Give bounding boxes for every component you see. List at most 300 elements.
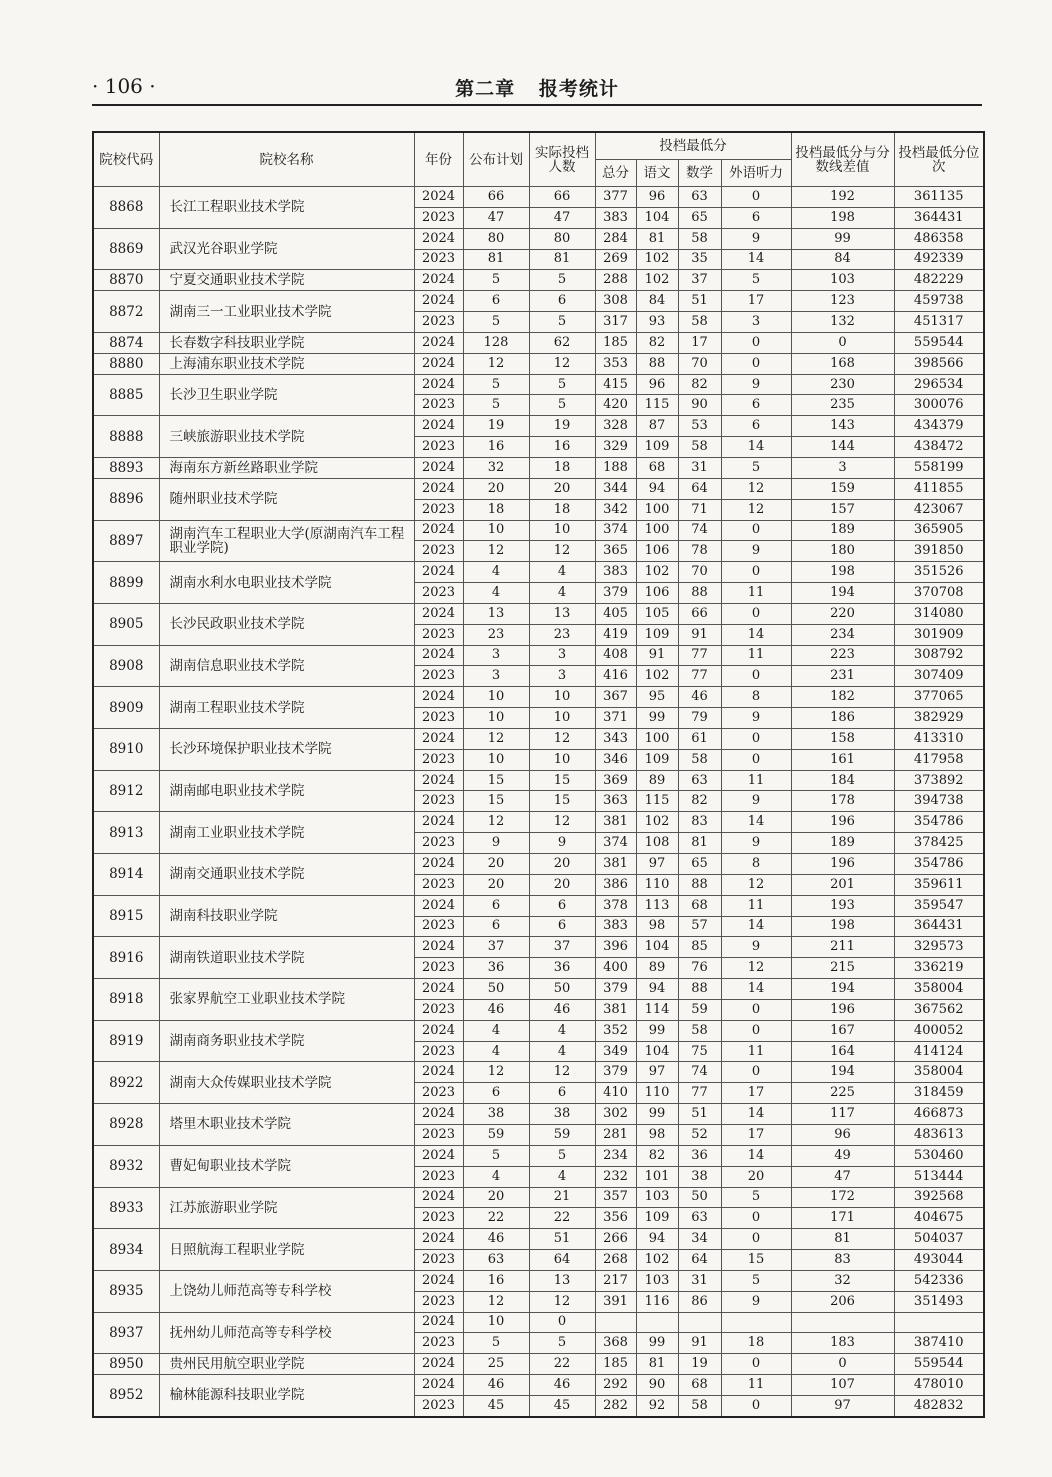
cell-actual: 5 xyxy=(529,312,595,333)
cell-actual: 6 xyxy=(529,291,595,312)
cell-total: 381 xyxy=(595,999,636,1020)
cell-actual: 37 xyxy=(529,937,595,958)
cell-listening: 9 xyxy=(721,937,791,958)
cell-actual: 12 xyxy=(529,541,595,562)
cell-rank: 391850 xyxy=(894,541,984,562)
cell-listening: 11 xyxy=(721,1041,791,1062)
cell-math: 83 xyxy=(678,812,721,833)
header-name: 院校名称 xyxy=(159,132,414,187)
cell-diff: 198 xyxy=(791,207,894,228)
school-name: 湖南大众传媒职业技术学院 xyxy=(159,1062,414,1104)
school-code: 8952 xyxy=(93,1375,159,1417)
cell-listening: 14 xyxy=(721,624,791,645)
cell-total: 342 xyxy=(595,499,636,520)
cell-plan: 22 xyxy=(463,1208,529,1229)
chapter-title xyxy=(92,74,982,101)
cell-listening: 12 xyxy=(721,874,791,895)
table-row xyxy=(93,812,984,833)
header-listening: 外语听力 xyxy=(721,160,791,187)
school-code: 8935 xyxy=(93,1270,159,1312)
cell-diff: 230 xyxy=(791,374,894,395)
cell-total: 284 xyxy=(595,228,636,249)
cell-chinese: 94 xyxy=(636,979,678,1000)
cell-listening: 9 xyxy=(721,833,791,854)
cell-plan: 80 xyxy=(463,228,529,249)
cell-math: 82 xyxy=(678,791,721,812)
school-code: 8870 xyxy=(93,270,159,291)
cell-year: 2023 xyxy=(414,1395,463,1416)
cell-rank: 414124 xyxy=(894,1041,984,1062)
cell-chinese: 113 xyxy=(636,895,678,916)
cell-actual: 5 xyxy=(529,1333,595,1354)
cell-chinese: 82 xyxy=(636,332,678,353)
cell-chinese: 87 xyxy=(636,416,678,437)
cell-chinese: 97 xyxy=(636,854,678,875)
school-name: 塔里木职业技术学院 xyxy=(159,1104,414,1146)
cell-diff: 194 xyxy=(791,979,894,1000)
cell-chinese: 102 xyxy=(636,562,678,583)
school-name: 湖南水利水电职业技术学院 xyxy=(159,562,414,604)
cell-diff: 183 xyxy=(791,1333,894,1354)
cell-chinese: 81 xyxy=(636,1354,678,1375)
cell-total: 371 xyxy=(595,708,636,729)
cell-diff: 215 xyxy=(791,958,894,979)
cell-listening: 0 xyxy=(721,332,791,353)
cell-listening: 14 xyxy=(721,979,791,1000)
cell-actual: 21 xyxy=(529,1187,595,1208)
cell-math: 51 xyxy=(678,291,721,312)
cell-year: 2023 xyxy=(414,874,463,895)
cell-listening: 0 xyxy=(721,1395,791,1416)
cell-actual: 6 xyxy=(529,1083,595,1104)
cell-year: 2024 xyxy=(414,937,463,958)
cell-total: 383 xyxy=(595,207,636,228)
cell-plan: 5 xyxy=(463,395,529,416)
cell-chinese: 81 xyxy=(636,228,678,249)
cell-listening: 8 xyxy=(721,687,791,708)
cell-diff: 103 xyxy=(791,270,894,291)
header-code: 院校代码 xyxy=(93,132,159,187)
cell-chinese: 115 xyxy=(636,395,678,416)
cell-math: 17 xyxy=(678,332,721,353)
cell-year: 2024 xyxy=(414,687,463,708)
school-code: 8896 xyxy=(93,478,159,520)
cell-listening xyxy=(721,1312,791,1333)
cell-plan: 20 xyxy=(463,478,529,499)
header-chinese: 语文 xyxy=(636,160,678,187)
school-code: 8932 xyxy=(93,1145,159,1187)
cell-rank: 370708 xyxy=(894,583,984,604)
school-name: 湖南汽车工程职业大学(原湖南汽车工程职业学院) xyxy=(159,520,414,562)
cell-rank: 378425 xyxy=(894,833,984,854)
cell-diff: 168 xyxy=(791,353,894,374)
cell-rank: 558199 xyxy=(894,457,984,478)
cell-year: 2024 xyxy=(414,520,463,541)
cell-rank: 318459 xyxy=(894,1083,984,1104)
cell-actual: 18 xyxy=(529,457,595,478)
cell-rank: 336219 xyxy=(894,958,984,979)
cell-chinese: 89 xyxy=(636,770,678,791)
cell-listening: 11 xyxy=(721,1375,791,1396)
cell-math: 90 xyxy=(678,395,721,416)
cell-year: 2024 xyxy=(414,603,463,624)
cell-chinese: 99 xyxy=(636,1104,678,1125)
cell-chinese: 102 xyxy=(636,270,678,291)
cell-total: 391 xyxy=(595,1291,636,1312)
cell-actual: 51 xyxy=(529,1229,595,1250)
school-code: 8928 xyxy=(93,1104,159,1146)
cell-year: 2023 xyxy=(414,1166,463,1187)
cell-listening: 8 xyxy=(721,854,791,875)
cell-math: 64 xyxy=(678,1250,721,1271)
cell-actual: 12 xyxy=(529,728,595,749)
cell-plan: 5 xyxy=(463,312,529,333)
cell-year: 2024 xyxy=(414,854,463,875)
cell-year: 2023 xyxy=(414,499,463,520)
cell-rank: 365905 xyxy=(894,520,984,541)
cell-year: 2024 xyxy=(414,1375,463,1396)
cell-actual: 13 xyxy=(529,1270,595,1291)
table-row xyxy=(93,1062,984,1083)
cell-chinese: 103 xyxy=(636,1187,678,1208)
cell-actual: 5 xyxy=(529,395,595,416)
cell-actual: 4 xyxy=(529,1166,595,1187)
cell-math: 68 xyxy=(678,1375,721,1396)
cell-year: 2024 xyxy=(414,728,463,749)
cell-diff: 189 xyxy=(791,833,894,854)
cell-actual: 10 xyxy=(529,749,595,770)
cell-listening: 5 xyxy=(721,1187,791,1208)
cell-diff: 178 xyxy=(791,791,894,812)
cell-plan: 47 xyxy=(463,207,529,228)
cell-chinese: 116 xyxy=(636,1291,678,1312)
cell-year: 2023 xyxy=(414,708,463,729)
cell-plan: 20 xyxy=(463,874,529,895)
cell-actual: 12 xyxy=(529,353,595,374)
school-code: 8910 xyxy=(93,728,159,770)
cell-actual: 80 xyxy=(529,228,595,249)
cell-total: 317 xyxy=(595,312,636,333)
cell-chinese: 89 xyxy=(636,958,678,979)
cell-rank: 359611 xyxy=(894,874,984,895)
cell-chinese: 102 xyxy=(636,666,678,687)
cell-math: 51 xyxy=(678,1104,721,1125)
school-name: 长沙环境保护职业技术学院 xyxy=(159,728,414,770)
cell-total: 363 xyxy=(595,791,636,812)
cell-rank xyxy=(894,1312,984,1333)
cell-listening: 20 xyxy=(721,1166,791,1187)
cell-rank: 493044 xyxy=(894,1250,984,1271)
cell-listening: 9 xyxy=(721,374,791,395)
cell-listening: 5 xyxy=(721,1270,791,1291)
cell-plan: 10 xyxy=(463,1312,529,1333)
school-name: 随州职业技术学院 xyxy=(159,478,414,520)
cell-total: 234 xyxy=(595,1145,636,1166)
cell-actual: 16 xyxy=(529,437,595,458)
cell-diff: 193 xyxy=(791,895,894,916)
cell-plan: 6 xyxy=(463,895,529,916)
cell-math: 63 xyxy=(678,1208,721,1229)
cell-total: 329 xyxy=(595,437,636,458)
table-header xyxy=(93,132,984,187)
cell-actual: 18 xyxy=(529,499,595,520)
cell-diff: 49 xyxy=(791,1145,894,1166)
cell-total: 328 xyxy=(595,416,636,437)
cell-diff: 235 xyxy=(791,395,894,416)
cell-rank: 398566 xyxy=(894,353,984,374)
cell-math: 31 xyxy=(678,457,721,478)
cell-plan: 10 xyxy=(463,749,529,770)
cell-rank: 513444 xyxy=(894,1166,984,1187)
cell-year: 2024 xyxy=(414,562,463,583)
cell-year: 2024 xyxy=(414,416,463,437)
cell-diff: 223 xyxy=(791,645,894,666)
cell-total: 416 xyxy=(595,666,636,687)
cell-math: 50 xyxy=(678,1187,721,1208)
school-code: 8869 xyxy=(93,228,159,270)
cell-plan: 5 xyxy=(463,374,529,395)
cell-actual: 64 xyxy=(529,1250,595,1271)
cell-chinese: 114 xyxy=(636,999,678,1020)
school-name: 海南东方新丝路职业学院 xyxy=(159,457,414,478)
cell-year: 2023 xyxy=(414,916,463,937)
cell-chinese: 104 xyxy=(636,1041,678,1062)
cell-diff: 99 xyxy=(791,228,894,249)
cell-math: 58 xyxy=(678,228,721,249)
cell-plan: 3 xyxy=(463,666,529,687)
cell-diff: 192 xyxy=(791,187,894,208)
cell-listening: 9 xyxy=(721,541,791,562)
cell-plan: 10 xyxy=(463,708,529,729)
cell-year: 2024 xyxy=(414,1354,463,1375)
cell-actual: 19 xyxy=(529,416,595,437)
cell-math: 75 xyxy=(678,1041,721,1062)
school-code: 8916 xyxy=(93,937,159,979)
cell-diff: 96 xyxy=(791,1124,894,1145)
cell-year: 2024 xyxy=(414,1187,463,1208)
cell-rank: 364431 xyxy=(894,916,984,937)
cell-chinese: 106 xyxy=(636,541,678,562)
cell-rank: 423067 xyxy=(894,499,984,520)
school-code: 8874 xyxy=(93,332,159,353)
cell-listening: 14 xyxy=(721,437,791,458)
cell-math: 88 xyxy=(678,874,721,895)
table-row xyxy=(93,1145,984,1166)
cell-diff: 143 xyxy=(791,416,894,437)
cell-total: 292 xyxy=(595,1375,636,1396)
cell-diff: 172 xyxy=(791,1187,894,1208)
cell-math: 59 xyxy=(678,999,721,1020)
school-name: 湖南科技职业学院 xyxy=(159,895,414,937)
cell-chinese: 88 xyxy=(636,353,678,374)
cell-year: 2024 xyxy=(414,374,463,395)
cell-plan: 12 xyxy=(463,353,529,374)
cell-rank: 530460 xyxy=(894,1145,984,1166)
cell-plan: 10 xyxy=(463,520,529,541)
school-name: 湖南商务职业技术学院 xyxy=(159,1020,414,1062)
cell-year: 2023 xyxy=(414,749,463,770)
cell-diff: 83 xyxy=(791,1250,894,1271)
cell-listening: 0 xyxy=(721,1229,791,1250)
cell-math: 88 xyxy=(678,583,721,604)
cell-listening: 12 xyxy=(721,958,791,979)
cell-rank: 559544 xyxy=(894,1354,984,1375)
cell-chinese: 105 xyxy=(636,603,678,624)
cell-listening: 14 xyxy=(721,249,791,270)
section-label: 报考统计 xyxy=(538,78,619,100)
cell-total: 368 xyxy=(595,1333,636,1354)
cell-total: 185 xyxy=(595,332,636,353)
cell-plan: 4 xyxy=(463,1166,529,1187)
cell-rank: 482229 xyxy=(894,270,984,291)
cell-listening: 17 xyxy=(721,291,791,312)
cell-year: 2024 xyxy=(414,332,463,353)
school-name: 宁夏交通职业技术学院 xyxy=(159,270,414,291)
cell-chinese: 94 xyxy=(636,478,678,499)
header-diff: 投档最低分与分数线差值 xyxy=(791,132,894,187)
cell-listening: 11 xyxy=(721,770,791,791)
cell-chinese: 99 xyxy=(636,708,678,729)
cell-rank: 301909 xyxy=(894,624,984,645)
cell-plan: 6 xyxy=(463,1083,529,1104)
school-code: 8950 xyxy=(93,1354,159,1375)
cell-actual: 4 xyxy=(529,562,595,583)
cell-listening: 6 xyxy=(721,207,791,228)
cell-math: 91 xyxy=(678,1333,721,1354)
school-name: 湖南交通职业技术学院 xyxy=(159,854,414,896)
school-code: 8893 xyxy=(93,457,159,478)
cell-diff: 201 xyxy=(791,874,894,895)
cell-plan: 4 xyxy=(463,1041,529,1062)
cell-actual: 12 xyxy=(529,1062,595,1083)
cell-diff: 225 xyxy=(791,1083,894,1104)
cell-total: 349 xyxy=(595,1041,636,1062)
cell-year: 2023 xyxy=(414,958,463,979)
cell-diff: 171 xyxy=(791,1208,894,1229)
cell-total: 346 xyxy=(595,749,636,770)
cell-listening: 6 xyxy=(721,416,791,437)
school-code: 8915 xyxy=(93,895,159,937)
cell-actual: 4 xyxy=(529,583,595,604)
cell-plan: 36 xyxy=(463,958,529,979)
cell-chinese: 104 xyxy=(636,207,678,228)
cell-plan: 59 xyxy=(463,1124,529,1145)
cell-total: 367 xyxy=(595,687,636,708)
cell-diff: 196 xyxy=(791,812,894,833)
table-row xyxy=(93,1375,984,1396)
cell-math: 66 xyxy=(678,603,721,624)
cell-total: 415 xyxy=(595,374,636,395)
cell-diff: 107 xyxy=(791,1375,894,1396)
cell-year: 2023 xyxy=(414,833,463,854)
cell-rank: 466873 xyxy=(894,1104,984,1125)
cell-chinese: 115 xyxy=(636,791,678,812)
cell-rank: 404675 xyxy=(894,1208,984,1229)
cell-math: 77 xyxy=(678,1083,721,1104)
cell-year: 2023 xyxy=(414,583,463,604)
table-row xyxy=(93,937,984,958)
cell-year: 2023 xyxy=(414,1291,463,1312)
school-code: 8933 xyxy=(93,1187,159,1229)
cell-diff: 231 xyxy=(791,666,894,687)
table-row xyxy=(93,228,984,249)
cell-chinese: 109 xyxy=(636,437,678,458)
cell-plan: 12 xyxy=(463,1062,529,1083)
cell-actual: 3 xyxy=(529,645,595,666)
school-code: 8937 xyxy=(93,1312,159,1354)
cell-year: 2024 xyxy=(414,770,463,791)
cell-actual: 47 xyxy=(529,207,595,228)
cell-total: 405 xyxy=(595,603,636,624)
cell-plan: 18 xyxy=(463,499,529,520)
cell-listening: 0 xyxy=(721,1020,791,1041)
cell-rank: 413310 xyxy=(894,728,984,749)
cell-diff: 211 xyxy=(791,937,894,958)
cell-math: 36 xyxy=(678,1145,721,1166)
cell-plan: 15 xyxy=(463,791,529,812)
table-row xyxy=(93,603,984,624)
cell-chinese: 101 xyxy=(636,1166,678,1187)
cell-actual: 22 xyxy=(529,1208,595,1229)
cell-diff: 47 xyxy=(791,1166,894,1187)
table-row xyxy=(93,291,984,312)
header-rank: 投档最低分位次 xyxy=(894,132,984,187)
cell-listening: 5 xyxy=(721,457,791,478)
cell-math: 58 xyxy=(678,749,721,770)
cell-math: 65 xyxy=(678,854,721,875)
cell-plan: 46 xyxy=(463,1375,529,1396)
cell-math: 91 xyxy=(678,624,721,645)
cell-actual: 66 xyxy=(529,187,595,208)
cell-math: 19 xyxy=(678,1354,721,1375)
cell-chinese: 96 xyxy=(636,374,678,395)
cell-math: 58 xyxy=(678,312,721,333)
cell-total: 374 xyxy=(595,833,636,854)
cell-listening: 18 xyxy=(721,1333,791,1354)
cell-actual: 36 xyxy=(529,958,595,979)
cell-chinese: 99 xyxy=(636,1020,678,1041)
cell-year: 2024 xyxy=(414,353,463,374)
cell-listening: 0 xyxy=(721,353,791,374)
school-code: 8897 xyxy=(93,520,159,562)
cell-listening: 12 xyxy=(721,478,791,499)
table-row xyxy=(93,1312,984,1333)
cell-plan: 4 xyxy=(463,562,529,583)
cell-rank: 329573 xyxy=(894,937,984,958)
cell-year: 2023 xyxy=(414,437,463,458)
cell-actual: 20 xyxy=(529,874,595,895)
cell-plan: 37 xyxy=(463,937,529,958)
cell-math: 65 xyxy=(678,207,721,228)
cell-chinese: 110 xyxy=(636,874,678,895)
cell-plan: 5 xyxy=(463,1145,529,1166)
cell-plan: 12 xyxy=(463,1291,529,1312)
cell-year: 2023 xyxy=(414,1041,463,1062)
cell-math: 57 xyxy=(678,916,721,937)
cell-math: 64 xyxy=(678,478,721,499)
cell-year: 2024 xyxy=(414,645,463,666)
cell-chinese: 103 xyxy=(636,1270,678,1291)
cell-total: 377 xyxy=(595,187,636,208)
cell-rank: 387410 xyxy=(894,1333,984,1354)
cell-total: 408 xyxy=(595,645,636,666)
cell-year: 2024 xyxy=(414,1020,463,1041)
cell-plan: 25 xyxy=(463,1354,529,1375)
cell-math: 74 xyxy=(678,1062,721,1083)
cell-diff: 182 xyxy=(791,687,894,708)
cell-year: 2023 xyxy=(414,395,463,416)
cell-year: 2024 xyxy=(414,1062,463,1083)
